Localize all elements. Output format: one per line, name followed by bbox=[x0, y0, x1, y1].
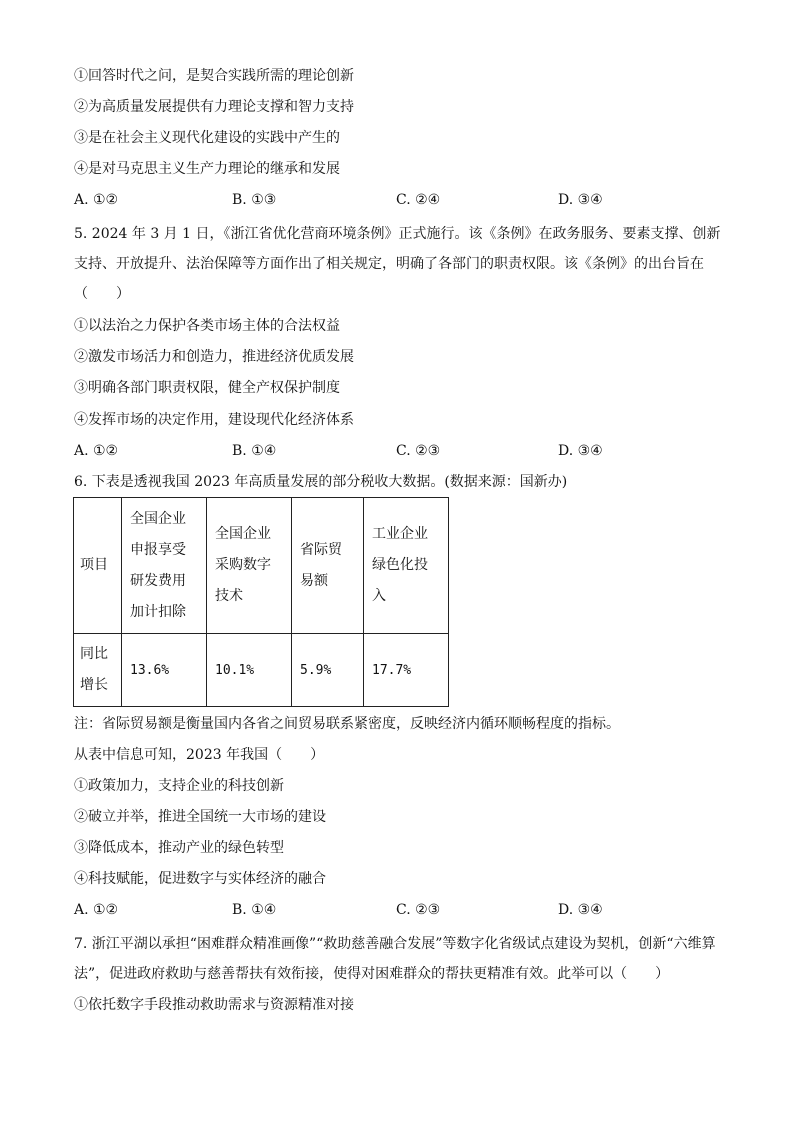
q6-option-a: A. ①② bbox=[74, 902, 119, 918]
q7-stem: 7. 浙江平湖以承担“困难群众精准画像”“救助慈善融合发展”等数字化省级试点建设为契机，创新“六维算法”，促进政府救助与慈善帮扶有效衔接，使得对困难群众的帮扶更精准有效。此举可以（ ） bbox=[74, 936, 716, 982]
q5-option-a: A. ①② bbox=[74, 443, 119, 459]
q5-item-1: ①以法治之力保护各类市场主体的合法权益 bbox=[74, 318, 340, 334]
q4-option-c: C. ②④ bbox=[396, 192, 441, 208]
q6-item-3: ③降低成本，推动产业的绿色转型 bbox=[74, 840, 284, 856]
q6-option-b: B. ①④ bbox=[232, 902, 277, 918]
table-cell: 17.7% bbox=[364, 634, 449, 707]
q6-item-4: ④科技赋能，促进数字与实体经济的融合 bbox=[74, 871, 326, 887]
q6-stem: 6. 下表是透视我国 2023 年高质量发展的部分税收大数据。(数据来源：国新办) bbox=[74, 474, 568, 490]
q5-item-3: ③明确各部门职责权限，健全产权保护制度 bbox=[74, 380, 340, 396]
q4-option-b: B. ①③ bbox=[232, 192, 277, 208]
table-header-cell: 项目 bbox=[74, 498, 122, 634]
tax-data-table bbox=[73, 497, 449, 707]
q4-item-1: ①回答时代之问，是契合实践所需的理论创新 bbox=[74, 68, 354, 84]
q5-options bbox=[74, 441, 634, 461]
table-row-label: 同比增长 bbox=[74, 634, 122, 707]
table-header-cell: 全国企业申报享受研发费用加计扣除 bbox=[122, 498, 207, 634]
q6-option-d: D. ③④ bbox=[558, 902, 603, 918]
q5-item-2: ②激发市场活力和创造力，推进经济优质发展 bbox=[74, 349, 354, 365]
table-header-cell: 工业企业绿色化投入 bbox=[364, 498, 449, 634]
q6-question: 从表中信息可知，2023 年我国（ ） bbox=[74, 747, 325, 763]
q6-option-c: C. ②③ bbox=[396, 902, 441, 918]
q4-option-a: A. ①② bbox=[74, 192, 119, 208]
q5-stem: 5. 2024 年 3 月 1 日，《浙江省优化营商环境条例》正式施行。该《条例》在政务服务、要素支撑、创新支持、开放提升、法治保障等方面作出了相关规定，明确了各部门的职责权限。该《条例》的出台旨在（ ） bbox=[74, 226, 721, 302]
q6-note: 注：省际贸易额是衡量国内各省之间贸易联系紧密度，反映经济内循环顺畅程度的指标。 bbox=[74, 716, 620, 732]
q5-item-4: ④发挥市场的决定作用，建设现代化经济体系 bbox=[74, 412, 354, 428]
table-row bbox=[74, 634, 449, 707]
q6-item-2: ②破立并举，推进全国统一大市场的建设 bbox=[74, 809, 326, 825]
table-header-row bbox=[74, 498, 449, 634]
table-header-cell: 全国企业采购数字技术 bbox=[207, 498, 292, 634]
q4-item-4: ④是对马克思主义生产力理论的继承和发展 bbox=[74, 161, 340, 177]
q5-option-c: C. ②③ bbox=[396, 443, 441, 459]
q4-options bbox=[74, 190, 634, 210]
q5-option-b: B. ①④ bbox=[232, 443, 277, 459]
q6-options bbox=[74, 900, 634, 920]
table-cell: 10.1% bbox=[207, 634, 292, 707]
table-cell: 13.6% bbox=[122, 634, 207, 707]
table-cell: 5.9% bbox=[292, 634, 364, 707]
table-header-cell: 省际贸易额 bbox=[292, 498, 364, 634]
q6-item-1: ①政策加力，支持企业的科技创新 bbox=[74, 778, 284, 794]
q4-option-d: D. ③④ bbox=[558, 192, 603, 208]
q4-item-2: ②为高质量发展提供有力理论支撑和智力支持 bbox=[74, 99, 354, 115]
q5-option-d: D. ③④ bbox=[558, 443, 603, 459]
q4-item-3: ③是在社会主义现代化建设的实践中产生的 bbox=[74, 130, 340, 146]
q7-item-1: ①依托数字手段推动救助需求与资源精准对接 bbox=[74, 997, 354, 1013]
